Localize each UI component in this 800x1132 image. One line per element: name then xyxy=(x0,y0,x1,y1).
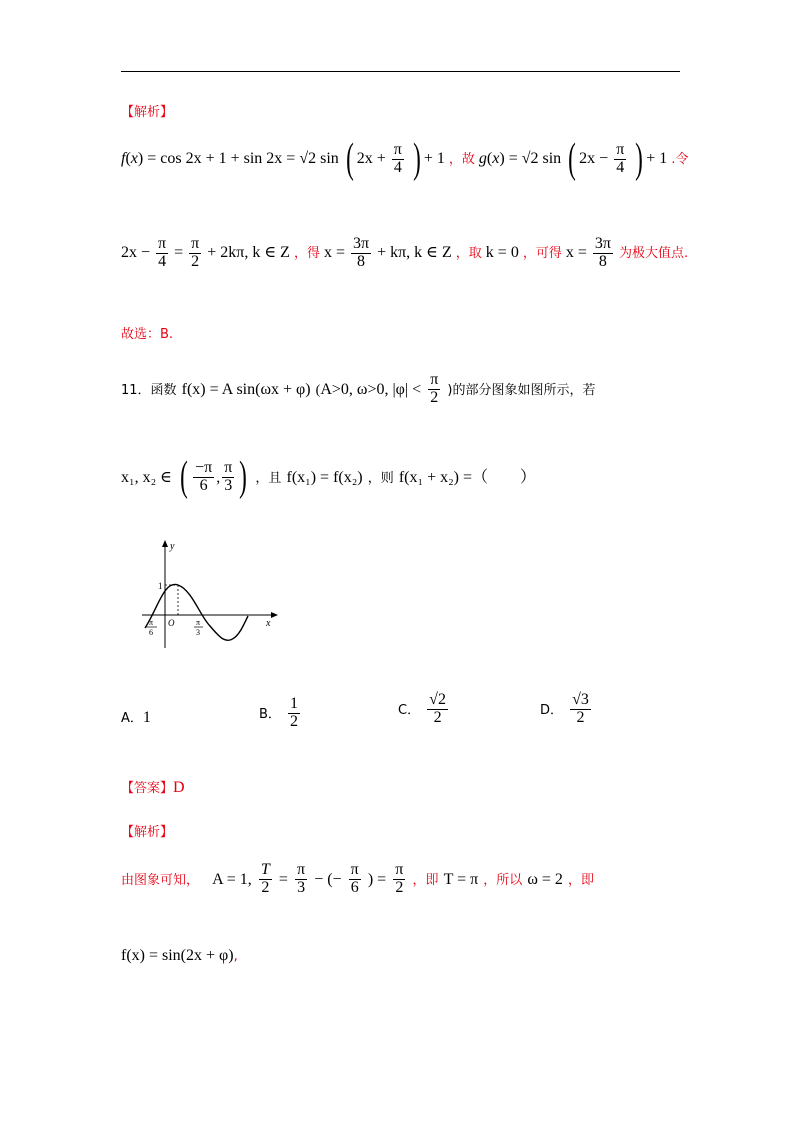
one-label: 1 xyxy=(158,581,163,591)
neg-pi6-den: 6 xyxy=(149,628,153,637)
y-label: y xyxy=(170,541,175,552)
option-b[interactable]: B． $\frac{1}{2}$ xyxy=(259,695,299,730)
option-a[interactable]: A．1 xyxy=(121,709,151,726)
conclusion: 故选：B. xyxy=(121,327,174,342)
origin-label: O xyxy=(168,618,175,628)
answer: 【答案】D xyxy=(121,779,185,796)
question-11-line-1: 11．函数 f(x) = A sin(ωx + φ) (A>0, ω>0, |φ| < $\frac{\pi}{2}$ )的部分图象如图所示，若 xyxy=(121,371,596,406)
analysis2-line-1: 由图象可知， A = 1, $\frac{T}{2}$ = $\frac{\pi}{3}$ − (− $\frac{\pi}{6}$ ) = $\frac{\pi}{2}$ ，即 T = π ，所以 ω = 2 ，即 xyxy=(121,861,595,896)
pi3-num: π xyxy=(196,618,201,627)
analysis2-line-2: f(x) = sin(2x + φ), xyxy=(121,947,238,964)
sine-graph xyxy=(140,538,280,648)
analysis-heading-2: 【解析】 xyxy=(121,825,174,840)
analysis-line-2: 2x − $\frac{\pi}{4}$ = $\frac{\pi}{2}$ + 2kπ, k ∈ Z ，得 x = $\frac{3\pi}{8}$ + kπ, k ∈ Z ，取 k = 0 ，可得 x = $\frac{3\pi}{8}$ 为极大值点. xyxy=(121,235,689,270)
analysis-heading: 【解析】 xyxy=(121,105,174,120)
header-rule xyxy=(121,71,680,72)
pi3-den: 3 xyxy=(196,628,200,637)
question-11-line-2: x₁, x₂ ∈ ( $\frac{-\pi}{6}$ , $\frac{\pi}{3}$ ) ，且 f(x₁) = f(x₂) ，则 f(x₁ + x₂) =（ ） xyxy=(121,453,537,500)
option-d[interactable]: D． $\frac{√3}{2}$ xyxy=(540,691,589,726)
x-axis-arrow xyxy=(271,612,278,618)
analysis-line-1: f(x) = cos 2x + 1 + sin 2x = √2 sin ( 2x + $\frac{\pi}{4}$ ) + 1 ，故 g(x) = √2 sin ( 2x − $\frac{\pi}{4}$ ) + 1 .令 xyxy=(121,135,689,182)
x-label: x xyxy=(266,618,271,629)
option-c[interactable]: C． $\frac{√2}{2}$ xyxy=(398,691,446,726)
neg-pi6-num: π xyxy=(149,618,154,627)
y-axis-arrow xyxy=(162,540,168,547)
